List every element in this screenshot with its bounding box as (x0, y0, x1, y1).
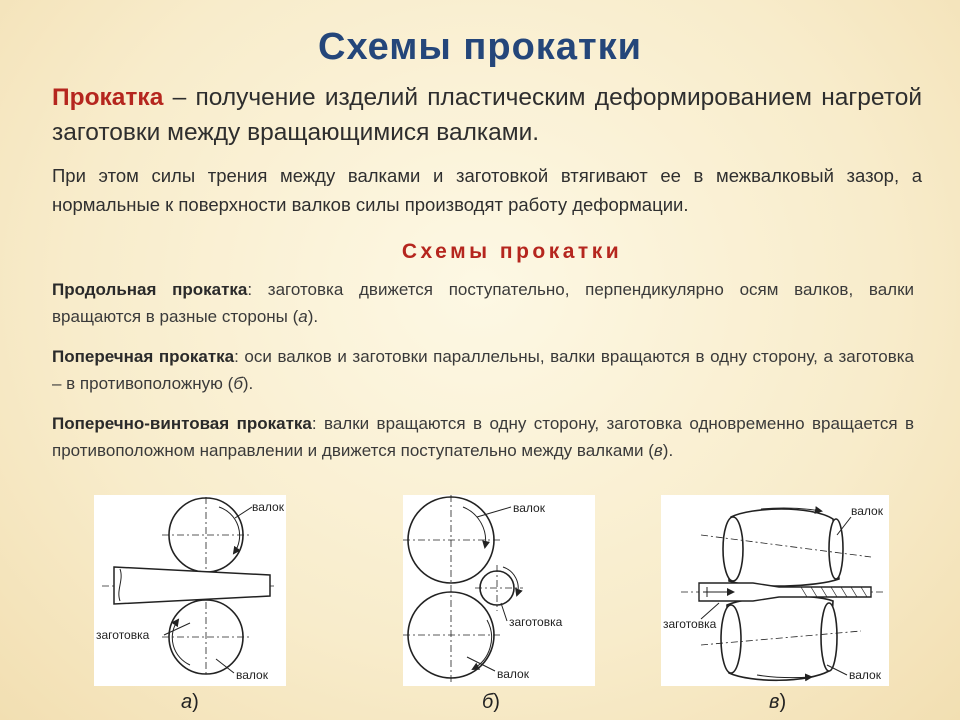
figure-helical (661, 495, 889, 686)
scheme-text: : валки вращаются в одну сторону, заготовка одновременно вращается в противоположном направлении и движется поступательно между валками ( (52, 414, 914, 460)
section-subtitle: Схемы прокатки (401, 240, 623, 263)
caption-letter: а (181, 691, 193, 713)
scheme-letter: а (298, 307, 308, 326)
top-roll (729, 509, 839, 586)
caption-letter: в (769, 691, 780, 713)
roll-label-bottom: валок (236, 668, 268, 682)
roll-label-top: валок (851, 504, 883, 518)
definition (52, 80, 922, 150)
caption-c (769, 691, 786, 714)
definition-text: – получение изделий пластическим деформированием нагретой заготовки между вращающимися валками. (52, 84, 922, 146)
roll-label-bottom: валок (497, 667, 529, 681)
caption-b (482, 691, 500, 714)
roll-label-top: валок (252, 500, 284, 514)
scheme-name: Продольная прокатка (52, 280, 248, 299)
definition-term: Прокатка (52, 84, 164, 111)
scheme-text: : оси валков и заготовки параллельны, валки вращаются в одну сторону, а заготовка – в противоположную ( (52, 347, 915, 393)
scheme-transverse (52, 343, 914, 397)
helical-rolling-diagram (661, 495, 889, 686)
workpiece-label: заготовка (96, 628, 150, 642)
caption-paren: ) (192, 691, 199, 713)
scheme-helical (52, 410, 914, 464)
scheme-name: Поперечная прокатка (52, 347, 235, 366)
caption-a (181, 691, 199, 714)
caption-letter: б (482, 691, 494, 713)
scheme-longitudinal (52, 276, 914, 330)
roll-label-top: валок (513, 501, 545, 515)
caption-paren: ) (779, 691, 787, 713)
longitudinal-rolling-diagram (94, 495, 286, 686)
intro-paragraph: При этом силы трения между валками и заготовкой втягивают ее в межвалковый зазор, а нормальные к поверхности валков силы производят работу деформации. (52, 165, 922, 215)
scheme-name: Поперечно-винтовая прокатка (52, 414, 312, 433)
roll-label-bottom: валок (849, 668, 881, 682)
scheme-end: ). (662, 441, 674, 460)
workpiece (114, 567, 270, 604)
scheme-end: ). (307, 307, 319, 326)
caption-paren: ) (493, 691, 500, 713)
figure-transverse (403, 495, 595, 686)
scheme-text: : заготовка движется поступательно, перпендикулярно осям валков, валки вращаются в разные стороны ( (52, 280, 914, 326)
figure-longitudinal (94, 495, 286, 686)
transverse-rolling-diagram (403, 495, 595, 686)
scheme-letter: в (653, 441, 663, 460)
page-title: Схемы прокатки (318, 26, 642, 68)
workpiece-label: заготовка (509, 615, 563, 629)
workpiece-label: заготовка (663, 617, 717, 631)
scheme-letter: б (233, 374, 243, 393)
scheme-end: ). (242, 374, 254, 393)
